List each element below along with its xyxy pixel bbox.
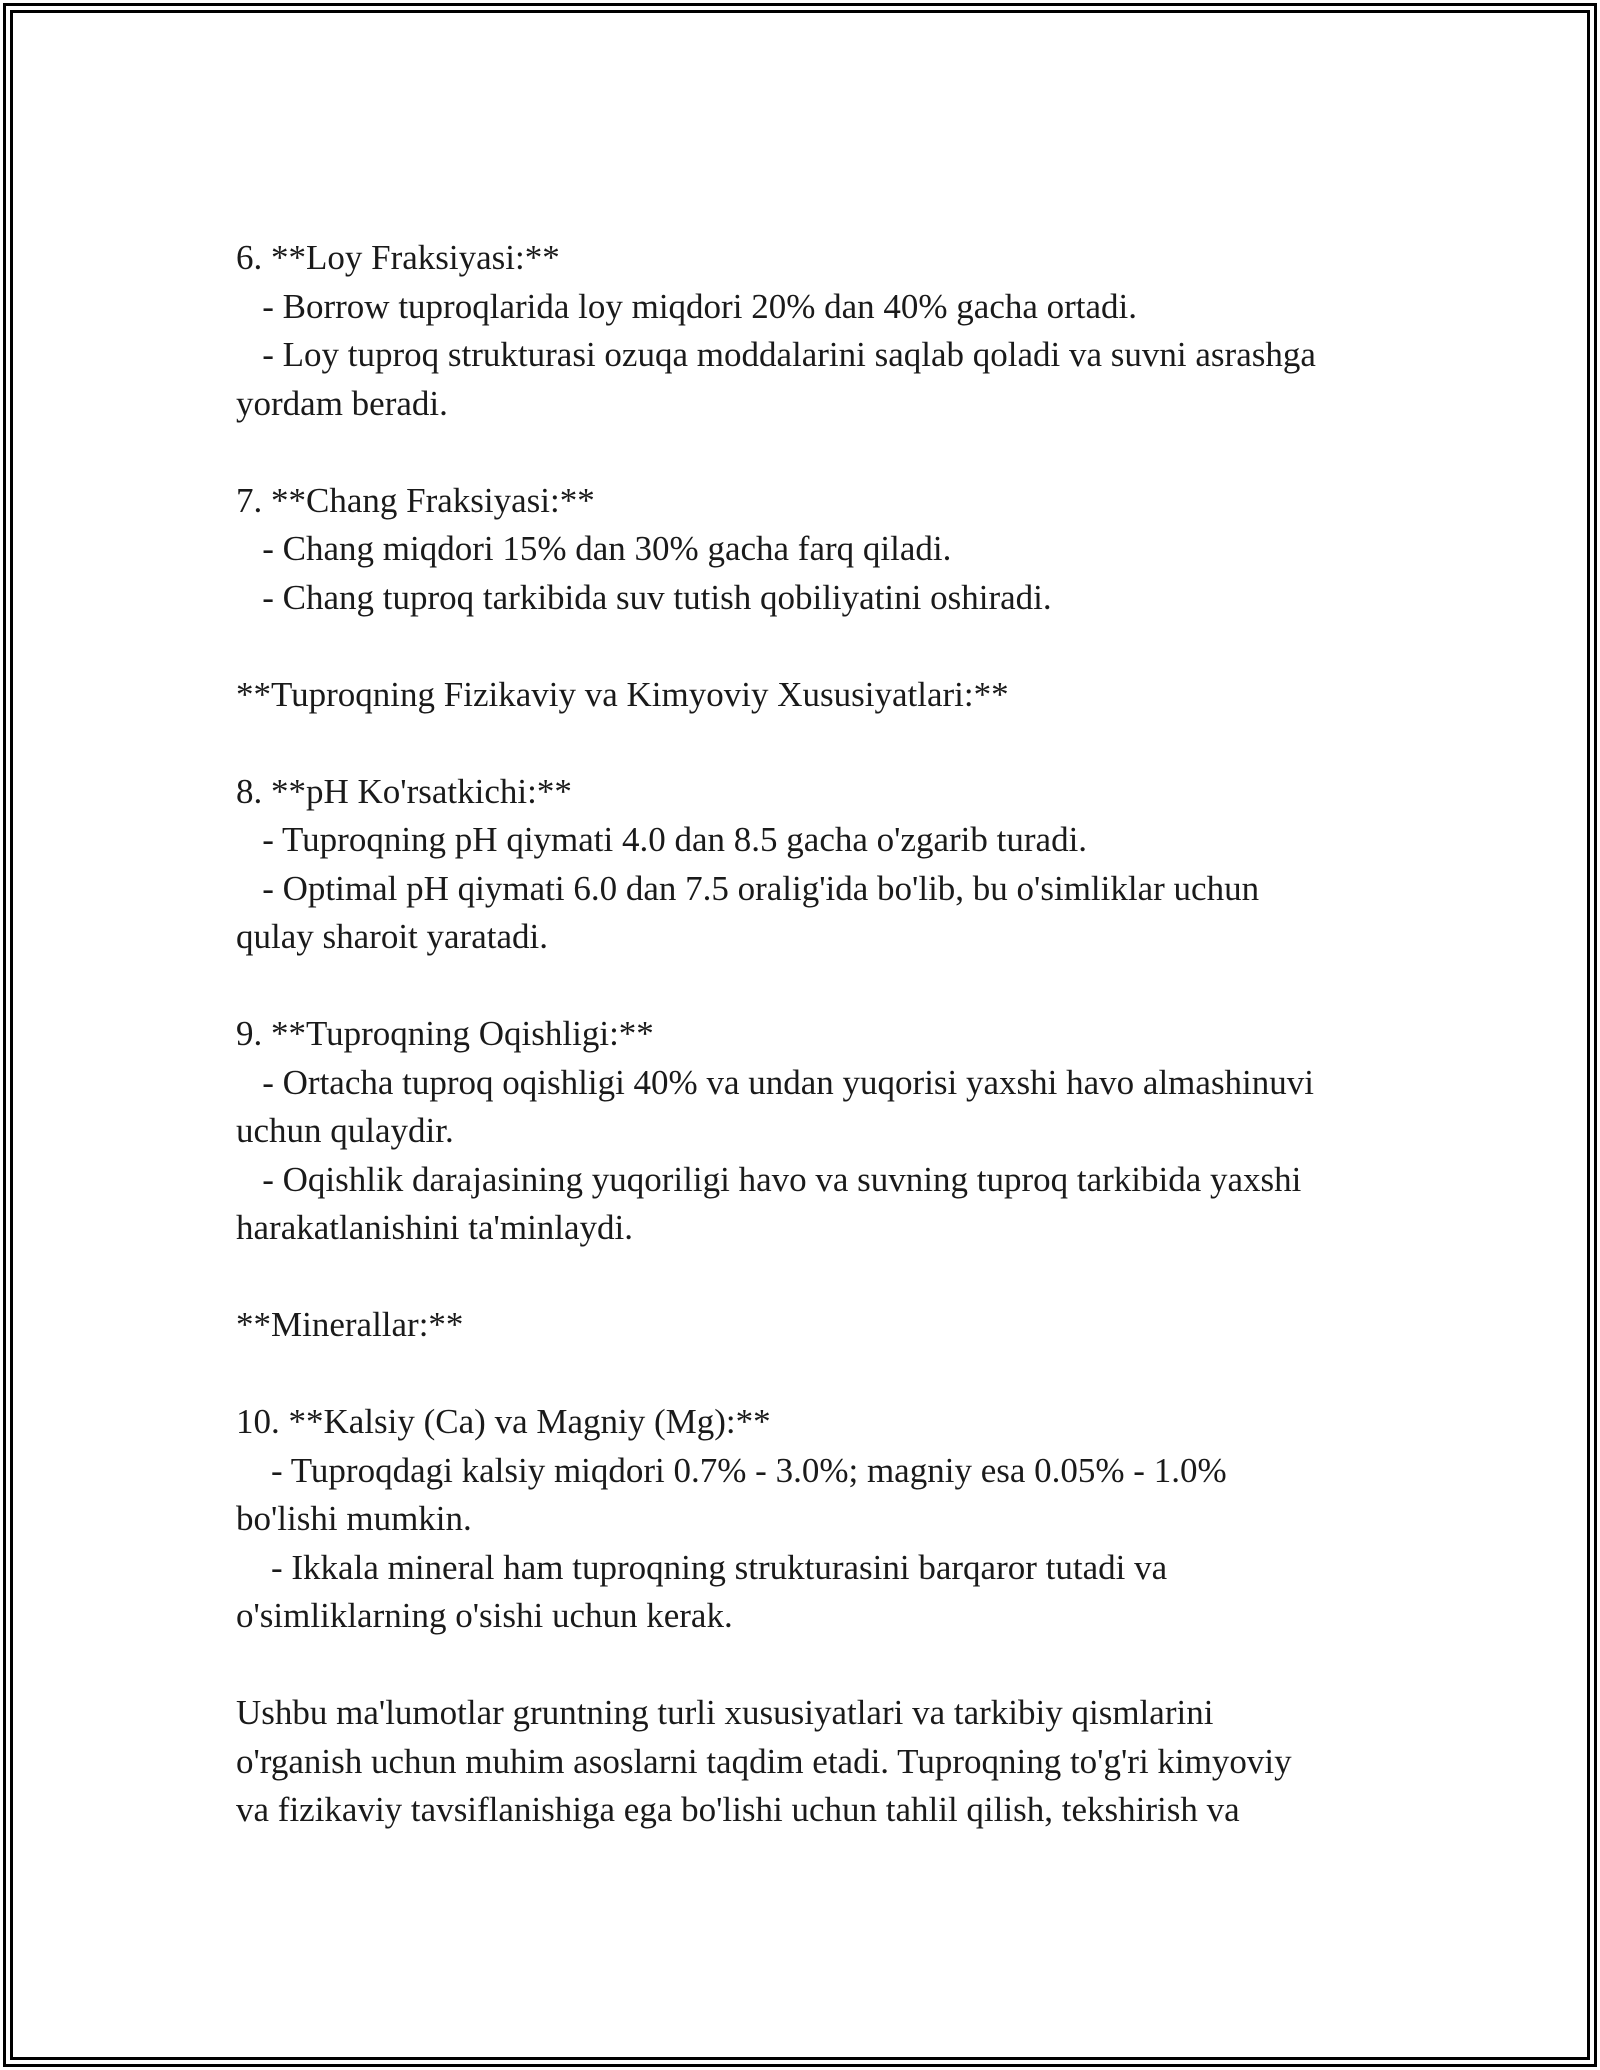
paragraph-line: bo'lishi mumkin. xyxy=(236,1499,472,1538)
section-heading: 8. **pH Ko'rsatkichi:** xyxy=(236,771,572,811)
section-heading: 9. **Tuproqning Oqishligi:** xyxy=(236,1014,654,1053)
section-conclusion xyxy=(236,1689,1416,1835)
paragraph-line: o'simliklarning o'sishi uchun kerak. xyxy=(236,1596,733,1635)
paragraph-line: va fizikaviy tavsiflanishiga ega bo'lishi uchun tahlil qilish, tekshirish va xyxy=(236,1790,1240,1829)
section-heading: **Minerallar:** xyxy=(236,1305,464,1344)
paragraph-line: - Optimal pH qiymati 6.0 dan 7.5 oralig'ida bo'lib, bu o'simliklar uchun xyxy=(236,868,1260,908)
paragraph-line: qulay sharoit yaratadi. xyxy=(236,917,548,956)
paragraph-spacer xyxy=(236,1253,1416,1302)
paragraph-line: - Ikkala mineral ham tuproqning strukturasini barqaror tutadi va xyxy=(236,1547,1168,1587)
paragraph-line: yordam beradi. xyxy=(236,383,448,423)
section-heading: 10. **Kalsiy (Ca) va Magniy (Mg):** xyxy=(236,1402,771,1441)
section-loy-fraksiyasi xyxy=(236,234,1416,428)
section-kalsiy-magniy xyxy=(236,1398,1416,1641)
paragraph-line: - Tuproqdagi kalsiy miqdori 0.7% - 3.0%; magniy esa 0.05% - 1.0% xyxy=(236,1450,1227,1490)
paragraph-spacer xyxy=(236,719,1416,768)
paragraph-spacer xyxy=(236,622,1416,671)
paragraph-line: - Chang miqdori 15% dan 30% gacha farq qiladi. xyxy=(236,529,952,568)
section-minerallar xyxy=(236,1301,1416,1350)
paragraph-line: - Chang tuproq tarkibida suv tutish qobiliyatini oshiradi. xyxy=(236,577,1052,617)
paragraph-line: Ushbu ma'lumotlar gruntning turli xususiyatlari va tarkibiy qismlarini xyxy=(236,1693,1214,1732)
section-ph-korsatkichi xyxy=(236,768,1416,962)
paragraph-line: o'rganish uchun muhim asoslarni taqdim etadi. Tuproqning to'g'ri kimyoviy xyxy=(236,1741,1292,1781)
section-chang-fraksiyasi xyxy=(236,477,1416,623)
section-heading: 7. **Chang Fraksiyasi:** xyxy=(236,480,595,520)
paragraph-line: - Borrow tuproqlarida loy miqdori 20% dan 40% gacha ortadi. xyxy=(236,286,1138,326)
paragraph-spacer xyxy=(236,1641,1416,1690)
section-tuproq-oqishligi xyxy=(236,1010,1416,1253)
paragraph-spacer xyxy=(236,428,1416,477)
section-heading: 6. **Loy Fraksiyasi:** xyxy=(236,238,560,277)
section-heading: **Tuproqning Fizikaviy va Kimyoviy Xususiyatlari:** xyxy=(236,674,1009,714)
paragraph-line: - Oqishlik darajasining yuqoriligi havo va suvning tuproq tarkibida yaxshi xyxy=(236,1159,1302,1199)
paragraph-spacer xyxy=(236,962,1416,1011)
paragraph-line: - Ortacha tuproq oqishligi 40% va undan yuqorisi yaxshi havo almashinuvi xyxy=(236,1062,1315,1102)
paragraph-line: - Loy tuproq strukturasi ozuqa moddalarini saqlab qoladi va suvni asrashga xyxy=(236,335,1316,374)
paragraph-line: uchun qulaydir. xyxy=(236,1111,454,1150)
paragraph-spacer xyxy=(236,1350,1416,1399)
paragraph-line: - Tuproqning pH qiymati 4.0 dan 8.5 gacha o'zgarib turadi. xyxy=(236,820,1088,859)
paragraph-line: harakatlanishini ta'minlaydi. xyxy=(236,1208,634,1247)
document-body xyxy=(236,234,1416,1835)
section-fizikaviy-kimyoviy xyxy=(236,671,1416,720)
